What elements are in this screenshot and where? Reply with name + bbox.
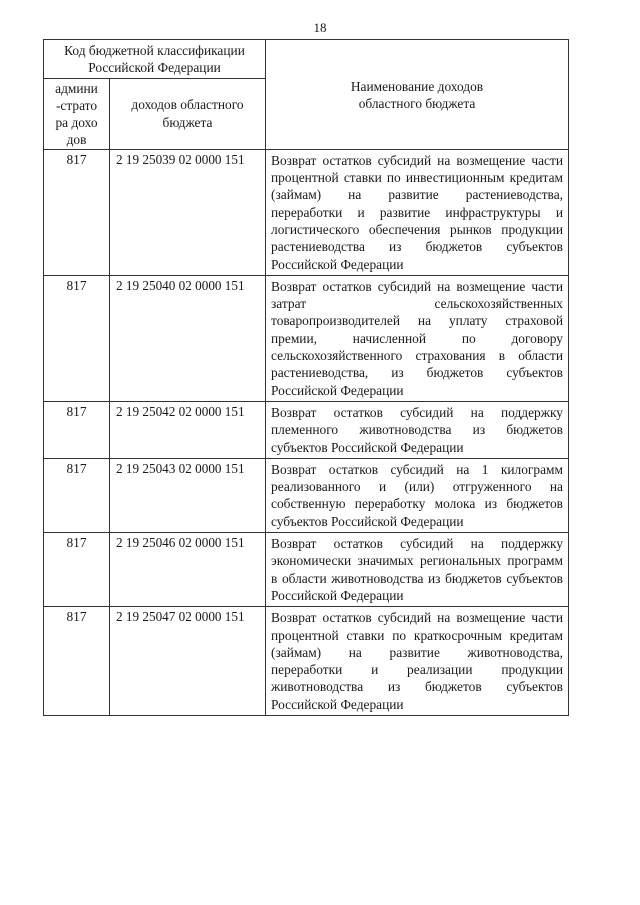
- admin-code-cell: 817: [44, 607, 110, 716]
- admin-code-cell: 817: [44, 401, 110, 458]
- budget-classification-table: [43, 39, 569, 716]
- income-name-cell: Возврат остатков субсидий на возмещение части процентной ставки по инвестиционным кредитам (займам) на развитие растениеводства, переработки и развитие инфраструктуры и логистического обеспечения рынков продукции растениеводства из бюджетов субъектов Российской Федерации: [266, 149, 569, 275]
- header-income-name-text: Наименование доходов областного бюджета: [350, 79, 484, 112]
- header-administrator: [44, 78, 110, 149]
- table-row: [44, 533, 569, 607]
- admin-code-cell: 817: [44, 458, 110, 532]
- admin-code-cell: 817: [44, 533, 110, 607]
- budget-code-cell: 2 19 25042 02 0000 151: [110, 401, 266, 458]
- budget-code-cell: 2 19 25043 02 0000 151: [110, 458, 266, 532]
- income-name-cell: Возврат остатков субсидий на поддержку экономически значимых региональных программ в области животноводства из бюджетов субъектов Российской Федерации: [266, 533, 569, 607]
- header-income-code: [110, 78, 266, 149]
- table-row: [44, 149, 569, 275]
- table-header-row-1: [44, 40, 569, 79]
- table-row: [44, 401, 569, 458]
- income-name-cell: Возврат остатков субсидий на поддержку племенного животноводства из бюджетов субъектов Российской Федерации: [266, 401, 569, 458]
- budget-code-cell: 2 19 25046 02 0000 151: [110, 533, 266, 607]
- header-budget-classification: Код бюджетной классификации Российской Федерации: [44, 40, 266, 79]
- table-row: [44, 275, 569, 401]
- budget-code-cell: 2 19 25047 02 0000 151: [110, 607, 266, 716]
- income-name-cell: Возврат остатков субсидий на 1 килограмм реализованного и (или) отгруженного на собственную переработку молока из бюджетов субъектов Российской Федерации: [266, 458, 569, 532]
- admin-code-cell: 817: [44, 149, 110, 275]
- header-income-name: [266, 40, 569, 150]
- header-income-code-text: доходов областного бюджета: [131, 97, 244, 130]
- page-number: 18: [313, 20, 327, 35]
- admin-code-cell: 817: [44, 275, 110, 401]
- header-administrator-text: админи-стратора доходов: [55, 80, 98, 148]
- budget-code-cell: 2 19 25040 02 0000 151: [110, 275, 266, 401]
- income-name-cell: Возврат остатков субсидий на возмещение части процентной ставки по краткосрочным кредитам (займам) на развитие животноводства, переработки и реализации продукции животноводства из бюджетов субъектов Российской Федерации: [266, 607, 569, 716]
- table-row: [44, 458, 569, 532]
- budget-code-cell: 2 19 25039 02 0000 151: [110, 149, 266, 275]
- income-name-cell: Возврат остатков субсидий на возмещение части затрат сельскохозяйственных товаропроизводителей на уплату страховой премии, начисленной по договору сельскохозяйственного страхования в области растениеводства, из бюджетов субъектов Российской Федерации: [266, 275, 569, 401]
- table-row: [44, 607, 569, 716]
